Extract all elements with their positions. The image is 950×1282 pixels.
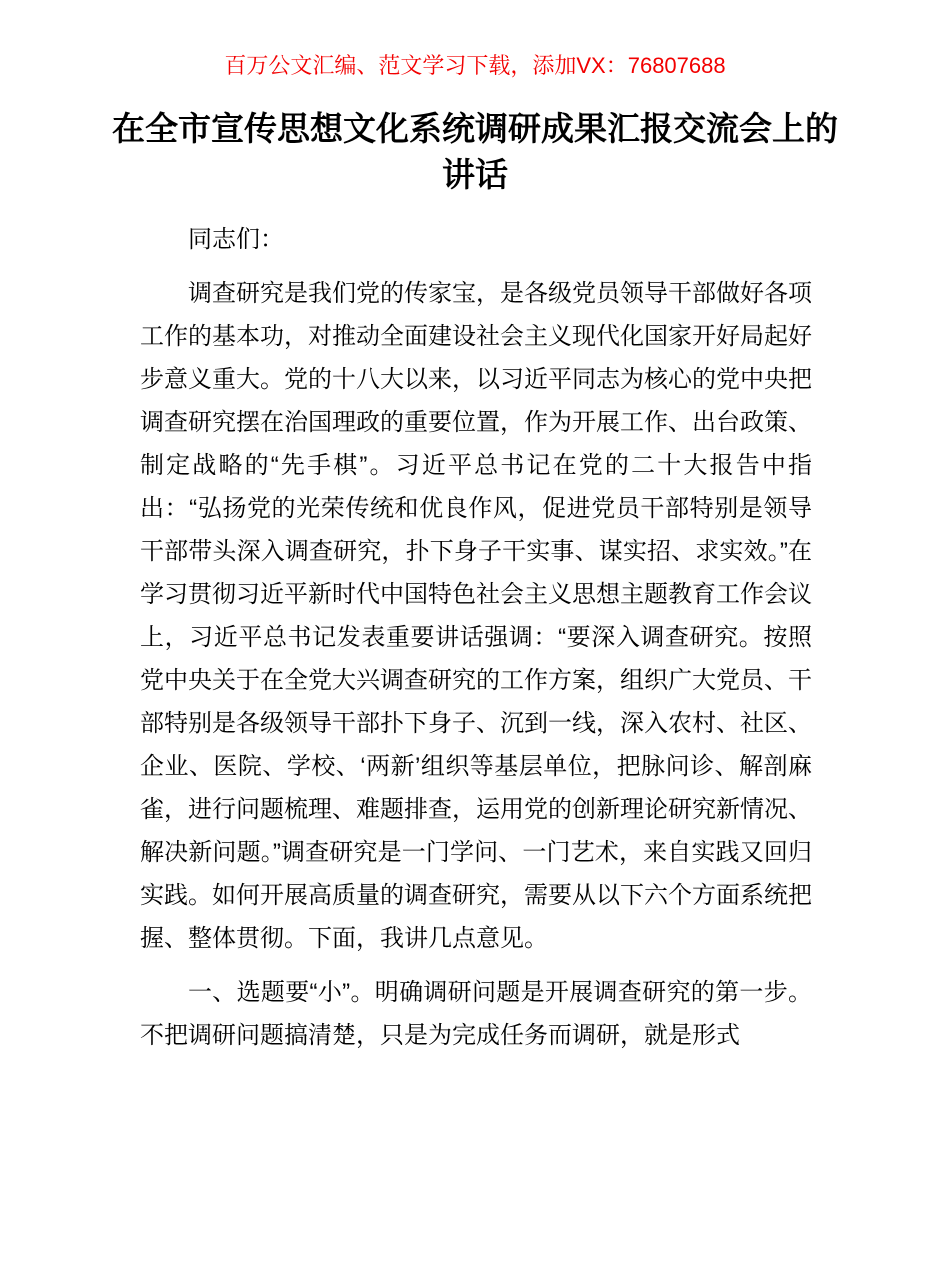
document-page [0, 52, 950, 1282]
body-paragraph-2: 一、选题要“小”。明确调研问题是开展调查研究的第一步。不把调研问题搞清楚，只是为完成任务而调研，就是形式 [140, 979, 812, 1049]
body-paragraph-1: 调查研究是我们党的传家宝，是各级党员领导干部做好各项工作的基本功，对推动全面建设社会主义现代化国家开好局起好步意义重大。党的十八大以来，以习近平同志为核心的党中央把调查研究摆在治国理政的重要位置，作为开展工作、出台政策、制定战略的“先手棋”。习近平总书记在党的二十大报告中指出：“弘扬党的光荣传统和优良作风，促进党员干部特别是领导干部带头深入调查研究，扑下身子干实事、谋实招、求实效。”在学习贯彻习近平新时代中国特色社会主义思想主题教育工作会议上，习近平总书记发表重要讲话强调：“要深入调查研究。按照党中央关于在全党大兴调查研究的工作方案，组织广大党员、干部特别是各级领导干部扑下身子、沉到一线，深入农村、社区、企业、医院、学校、‘两新’组织等基层单位，把脉问诊、解剖麻雀，进行问题梳理、难题排查，运用党的创新理论研究新情况、解决新问题。”调查研究是一门学问、一门艺术，来自实践又回归实践。如何开展高质量的调查研究，需要从以下六个方面系统把握、整体贯彻。下面，我讲几点意见。 [140, 280, 812, 952]
salutation-paragraph: 同志们： [188, 226, 284, 253]
document-body [140, 218, 812, 1057]
document-title: 在全市宣传思想文化系统调研成果汇报交流会上的讲话 [112, 110, 838, 193]
promo-banner-text: 百万公文汇编、范文学习下载，添加VX：76807688 [224, 53, 726, 78]
